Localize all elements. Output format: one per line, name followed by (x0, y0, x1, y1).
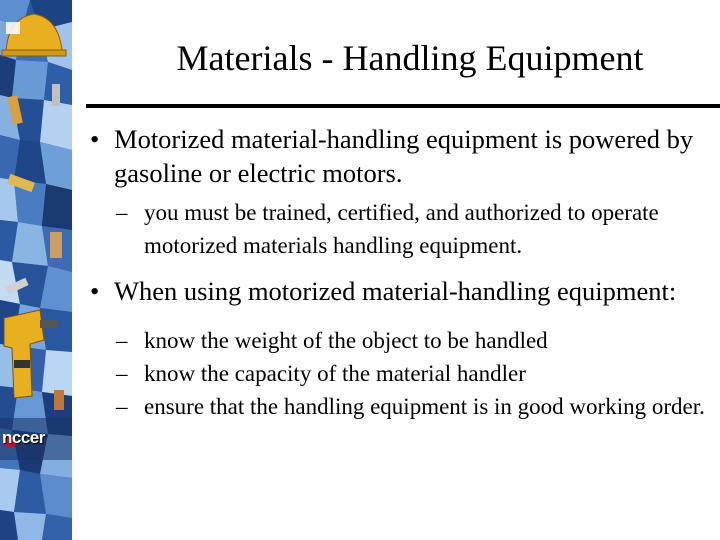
bullet-item (84, 274, 708, 308)
sub-bullet-text: you must be trained, certified, and authorized to operate motorized materials handling equipment. (144, 200, 659, 258)
slide-title: Materials - Handling Equipment (176, 38, 644, 78)
mosaic-sidebar (0, 0, 72, 540)
spacer (84, 314, 708, 324)
sub-bullet-item (84, 324, 708, 357)
sub-bullet-item (84, 357, 708, 390)
bullet-marker: • (90, 124, 100, 154)
sub-bullet-item (84, 390, 708, 423)
spacer (84, 262, 708, 274)
sub-bullet-item (84, 196, 708, 262)
dash-marker: – (116, 328, 128, 353)
bullet-marker: • (90, 276, 100, 306)
mosaic-tools-image (0, 0, 72, 540)
title-divider (86, 104, 720, 108)
sub-bullet-text: know the capacity of the material handler (144, 361, 526, 386)
bullet-item (84, 122, 708, 190)
dash-marker: – (116, 200, 128, 225)
nccer-logo: nccer (2, 428, 45, 447)
sub-bullet-text: ensure that the handling equipment is in good working order. (144, 394, 705, 419)
dash-marker: – (116, 394, 128, 419)
slide-content (84, 122, 708, 423)
sub-bullet-text: know the weight of the object to be handled (144, 328, 548, 353)
bullet-text: When using motorized material-handling equipment: (114, 276, 677, 306)
bullet-text: Motorized material-handling equipment is powered by gasoline or electric motors. (114, 124, 694, 188)
dash-marker: – (116, 361, 128, 386)
